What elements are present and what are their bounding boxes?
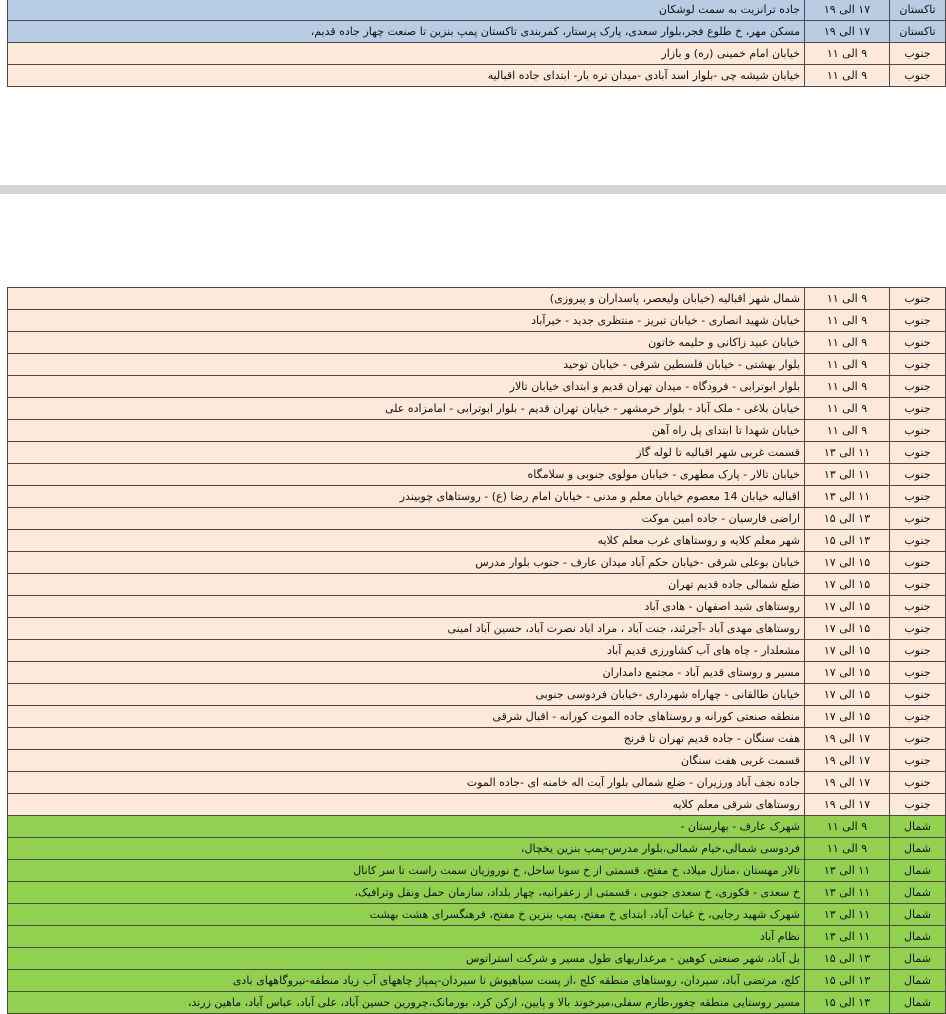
time-cell: ۹ الی ۱۱ (805, 838, 890, 860)
region-cell: جنوب (890, 662, 946, 684)
address-cell: مسیر روستایی منطقه چغور،طارم سفلی،میرخوند بالا و پایین، ارکن کرد، بورمانک،چرورین حسین آباد، علی آباد، عباس آباد، ماهین زرند، (8, 992, 805, 1014)
table-row (8, 552, 946, 574)
time-cell: ۱۵ الی ۱۷ (805, 640, 890, 662)
table-row (8, 376, 946, 398)
address-cell: کلج، مرتضی آباد، سیردان، روستاهای منطقه کلج ،از پست سیاهپوش تا سیردان-پمپاژ چاههای آب زیاد منطقه-نیروگاههای بادی (8, 970, 805, 992)
time-cell: ۱۱ الی ۱۳ (805, 904, 890, 926)
table-row (8, 662, 946, 684)
region-cell: جنوب (890, 65, 946, 87)
table-row (8, 904, 946, 926)
region-cell: جنوب (890, 288, 946, 310)
time-cell: ۱۷ الی ۱۹ (805, 728, 890, 750)
region-cell: تاکستان (890, 21, 946, 43)
region-cell: جنوب (890, 442, 946, 464)
time-cell: ۱۵ الی ۱۷ (805, 706, 890, 728)
region-cell: جنوب (890, 486, 946, 508)
region-cell: جنوب (890, 596, 946, 618)
time-cell: ۱۳ الی ۱۵ (805, 970, 890, 992)
address-cell: بلوار ابوترابی - فرودگاه - میدان تهران قدیم و ابتدای خیابان تالار (8, 376, 805, 398)
time-cell: ۱۵ الی ۱۷ (805, 596, 890, 618)
time-cell: ۱۳ الی ۱۵ (805, 508, 890, 530)
time-cell: ۹ الی ۱۱ (805, 398, 890, 420)
region-cell: شمال (890, 838, 946, 860)
table-row (8, 596, 946, 618)
region-cell: جنوب (890, 332, 946, 354)
time-cell: ۱۵ الی ۱۷ (805, 574, 890, 596)
address-cell: شمال شهر اقبالیه (خیابان ولیعصر، پاسداران و پیروزی) (8, 288, 805, 310)
time-cell: ۱۷ الی ۱۹ (805, 0, 890, 21)
time-cell: ۱۵ الی ۱۷ (805, 662, 890, 684)
table-row (8, 992, 946, 1014)
region-cell: جنوب (890, 772, 946, 794)
region-cell: جنوب (890, 684, 946, 706)
time-cell: ۱۱ الی ۱۳ (805, 926, 890, 948)
table-row (8, 420, 946, 442)
time-cell: ۹ الی ۱۱ (805, 376, 890, 398)
table-row (8, 706, 946, 728)
address-cell: بلوار بهشتی - خیابان فلسطین شرقی - خیابان توحید (8, 354, 805, 376)
address-cell: خیابان بوعلی شرقی -خیابان حکم آباد میدان عارف - جنوب بلوار مدرس (8, 552, 805, 574)
time-cell: ۱۳ الی ۱۵ (805, 530, 890, 552)
table-row (8, 442, 946, 464)
table-row (8, 508, 946, 530)
time-cell: ۱۵ الی ۱۷ (805, 618, 890, 640)
address-cell: شهرک عارف - بهارستان - (8, 816, 805, 838)
time-cell: ۱۷ الی ۱۹ (805, 21, 890, 43)
region-cell: جنوب (890, 43, 946, 65)
address-cell: روستاهای شید اصفهان - هادی آباد (8, 596, 805, 618)
table-row (8, 43, 946, 65)
table-row (8, 21, 946, 43)
address-cell: منطقه صنعتی کورانه و روستاهای جاده الموت کورانه - اقبال شرقی (8, 706, 805, 728)
region-cell: تاکستان (890, 0, 946, 21)
schedule-table-top (7, 0, 946, 87)
address-cell: اقبالیه خیابان 14 معصوم خیابان معلم و مدنی - خیابان امام رضا (ع) - روستاهای چوبیندر (8, 486, 805, 508)
time-cell: ۱۳ الی ۱۵ (805, 992, 890, 1014)
schedule-table-main-body (8, 288, 946, 1014)
time-cell: ۹ الی ۱۱ (805, 310, 890, 332)
address-cell: هفت سنگان - جاده قدیم تهران تا فرنج (8, 728, 805, 750)
table-row (8, 332, 946, 354)
table-row (8, 948, 946, 970)
schedule-table-top-body (8, 0, 946, 87)
address-cell: نظام آباد (8, 926, 805, 948)
table-row (8, 354, 946, 376)
time-cell: ۱۱ الی ۱۳ (805, 860, 890, 882)
table-row (8, 728, 946, 750)
time-cell: ۹ الی ۱۱ (805, 354, 890, 376)
address-cell: تالار مهستان ،منازل میلاد، خ مفتح، قسمتی از خ سونا ساحل، خ نوروزیان سمت راست تا سر کانال (8, 860, 805, 882)
region-cell: جنوب (890, 508, 946, 530)
address-cell: بل آباد، شهر صنعتی کوهین - مرغداریهای طول مسیر و شرکت استراتوس (8, 948, 805, 970)
address-cell: جاده ترانزیت به سمت لوشکان (8, 0, 805, 21)
region-cell: جنوب (890, 530, 946, 552)
table-row (8, 288, 946, 310)
region-cell: جنوب (890, 464, 946, 486)
address-cell: اراضی فارسیان - جاده امین موکت (8, 508, 805, 530)
time-cell: ۱۳ الی ۱۵ (805, 948, 890, 970)
address-cell: خیابان شهید انصاری - خیابان تبریز - منتظری جدید - خیرآباد (8, 310, 805, 332)
time-cell: ۹ الی ۱۱ (805, 65, 890, 87)
region-cell: شمال (890, 904, 946, 926)
address-cell: مشعلدار - چاه های آب کشاورزی قدیم آباد (8, 640, 805, 662)
time-cell: ۱۱ الی ۱۳ (805, 442, 890, 464)
address-cell: خیابان شهدا تا ابتدای پل راه آهن (8, 420, 805, 442)
table-row (8, 0, 946, 21)
address-cell: قسمت غربی هفت سنگان (8, 750, 805, 772)
region-cell: شمال (890, 816, 946, 838)
time-cell: ۱۵ الی ۱۷ (805, 684, 890, 706)
address-cell: ضلع شمالی جاده قدیم تهران (8, 574, 805, 596)
address-cell: خیابان تالار - پارک مطهری - خیابان مولوی جنوبی و سلامگاه (8, 464, 805, 486)
address-cell: شهرک شهید رجایی، خ غیاث آباد، ابتدای خ مفتح، پمپ بنزین خ مفتح، فرهنگسرای هشت بهشت (8, 904, 805, 926)
region-cell: جنوب (890, 750, 946, 772)
address-cell: قسمت غربی شهر اقبالیه تا لوله گاز (8, 442, 805, 464)
table-row (8, 772, 946, 794)
region-cell: جنوب (890, 376, 946, 398)
address-cell: روستاهای شرقی معلم کلایه (8, 794, 805, 816)
table-row (8, 970, 946, 992)
time-cell: ۱۱ الی ۱۳ (805, 486, 890, 508)
address-cell: خیابان طالقانی - چهاراه شهرداری -خیابان فردوسی جنوبی (8, 684, 805, 706)
table-row (8, 838, 946, 860)
time-cell: ۹ الی ۱۱ (805, 43, 890, 65)
time-cell: ۱۵ الی ۱۷ (805, 552, 890, 574)
region-cell: شمال (890, 970, 946, 992)
time-cell: ۱۷ الی ۱۹ (805, 750, 890, 772)
address-cell: روستاهای مهدی آباد -آجرئند، جنت آباد ، مراد اباد نصرت آباد، حسین آباد امینی (8, 618, 805, 640)
region-cell: جنوب (890, 794, 946, 816)
region-cell: جنوب (890, 640, 946, 662)
region-cell: شمال (890, 926, 946, 948)
table-row (8, 882, 946, 904)
table-row (8, 618, 946, 640)
table-row (8, 574, 946, 596)
address-cell: جاده نجف آباد ورزیران - ضلع شمالی بلوار آیت اله خامنه ای -جاده الموت (8, 772, 805, 794)
table-row (8, 794, 946, 816)
region-cell: جنوب (890, 728, 946, 750)
time-cell: ۱۷ الی ۱۹ (805, 772, 890, 794)
time-cell: ۹ الی ۱۱ (805, 816, 890, 838)
region-cell: جنوب (890, 706, 946, 728)
table-row (8, 816, 946, 838)
address-cell: خیابان امام خمینی (ره) و بازار (8, 43, 805, 65)
region-cell: جنوب (890, 618, 946, 640)
time-cell: ۹ الی ۱۱ (805, 288, 890, 310)
time-cell: ۱۷ الی ۱۹ (805, 794, 890, 816)
address-cell: خیابان شیشه چی -بلوار اسد آبادی -میدان تره بار- ابتدای جاده اقبالیه (8, 65, 805, 87)
address-cell: مسکن مهر، خ طلوع فجر،بلوار سعدی، پارک پرستار، کمربندی تاکستان پمپ بنزین تا صنعت چهار جاده قدیم، (8, 21, 805, 43)
address-cell: خیابان بلاغی - ملک آباد - بلوار خرمشهر - خیابان تهران قدیم - بلوار ابوترابی - امامزاده علی (8, 398, 805, 420)
table-row (8, 310, 946, 332)
time-cell: ۱۱ الی ۱۳ (805, 882, 890, 904)
region-cell: شمال (890, 882, 946, 904)
region-cell: جنوب (890, 552, 946, 574)
time-cell: ۹ الی ۱۱ (805, 332, 890, 354)
region-cell: شمال (890, 992, 946, 1014)
table-row (8, 464, 946, 486)
region-cell: جنوب (890, 420, 946, 442)
table-row (8, 860, 946, 882)
table-row (8, 530, 946, 552)
address-cell: خیابان عبید زاکانی و حلیمه خاتون (8, 332, 805, 354)
time-cell: ۱۱ الی ۱۳ (805, 464, 890, 486)
region-cell: جنوب (890, 354, 946, 376)
section-divider (0, 185, 946, 194)
table-row (8, 65, 946, 87)
table-row (8, 640, 946, 662)
address-cell: مسیر و روستای قدیم آباد - مجتمع دامداران (8, 662, 805, 684)
region-cell: جنوب (890, 398, 946, 420)
region-cell: شمال (890, 860, 946, 882)
table-row (8, 750, 946, 772)
region-cell: جنوب (890, 574, 946, 596)
table-row (8, 926, 946, 948)
address-cell: خ سعدی - فکوری، خ سعدی جنوبی ، قسمتی از زعفرانیه، چهار بلداد، سازمان حمل ونقل وترافیک، (8, 882, 805, 904)
region-cell: شمال (890, 948, 946, 970)
table-row (8, 684, 946, 706)
time-cell: ۹ الی ۱۱ (805, 420, 890, 442)
address-cell: فردوسی شمالی،خیام شمالی،بلوار مدرس-پمپ بنزین یخچال، (8, 838, 805, 860)
address-cell: شهر معلم کلایه و روستاهای غرب معلم کلایه (8, 530, 805, 552)
schedule-table-main (7, 287, 946, 1014)
table-row (8, 486, 946, 508)
table-row (8, 398, 946, 420)
region-cell: جنوب (890, 310, 946, 332)
